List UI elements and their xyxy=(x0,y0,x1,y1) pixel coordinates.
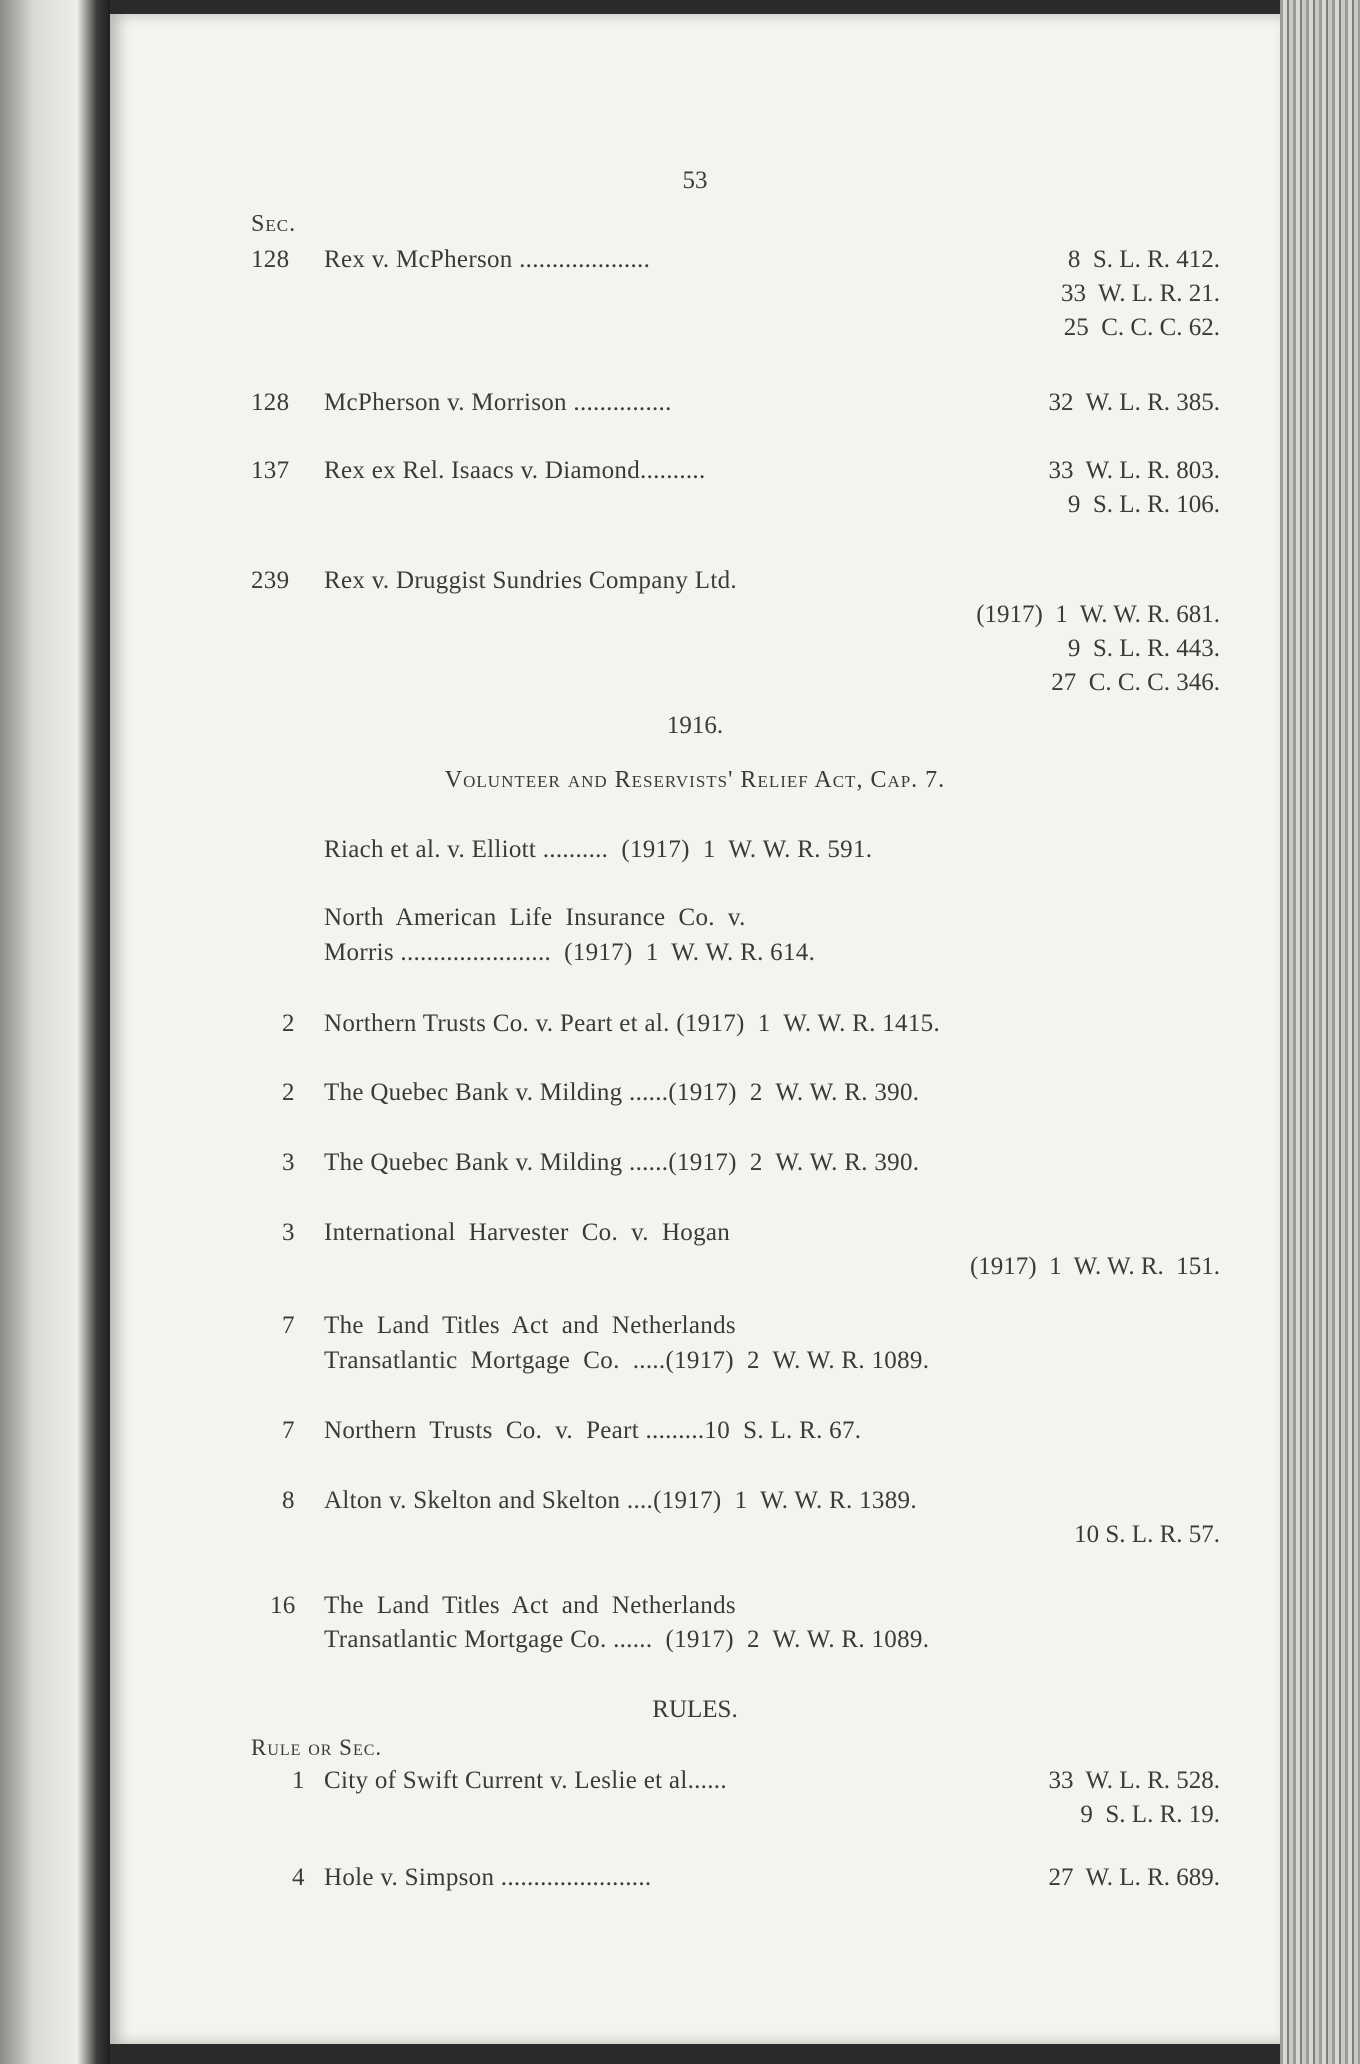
case-entry: (1917) 1 W. W. R. 151. xyxy=(969,1253,1220,1280)
sec-number: 137 xyxy=(251,457,290,484)
citation: 27 W. L. R. 689. xyxy=(1048,1864,1220,1891)
sec-number: 128 xyxy=(251,389,290,416)
case-entry: The Land Titles Act and Netherlands xyxy=(324,1592,736,1619)
citation: 9 S. L. R. 443. xyxy=(1067,635,1220,662)
page-edges xyxy=(1280,0,1360,2064)
sec-number: 8 xyxy=(282,1487,295,1514)
act-heading: Volunteer and Reservists' Relief Act, Cap. 7. xyxy=(444,767,946,793)
sec-number: 7 xyxy=(282,1417,295,1444)
page-number: 53 xyxy=(682,167,708,194)
sec-number: 7 xyxy=(282,1312,295,1339)
case-entry: Riach et al. v. Elliott .......... (1917) 1 W. W. R. 591. xyxy=(324,836,873,863)
citation: 27 C. C. C. 346. xyxy=(1051,669,1220,696)
rules-heading: RULES. xyxy=(652,1696,738,1723)
case-name: City of Swift Current v. Leslie et al...... xyxy=(324,1767,727,1794)
citation: 33 W. L. R. 803. xyxy=(1048,457,1220,484)
book-gutter xyxy=(0,0,110,2064)
citation: (1917) 1 W. W. R. 681. xyxy=(976,601,1220,628)
sec-number: 128 xyxy=(251,246,290,273)
citation: 8 S. L. R. 412. xyxy=(1067,246,1220,273)
citation: 33 W. L. R. 21. xyxy=(1060,280,1220,307)
case-entry: Transatlantic Mortgage Co. .....(1917) 2 W. W. R. 1089. xyxy=(324,1347,930,1374)
case-name: Rex v. Druggist Sundries Company Ltd. xyxy=(324,567,737,594)
case-name: McPherson v. Morrison ............... xyxy=(324,389,672,416)
case-entry: Transatlantic Mortgage Co. ...... (1917) 2 W. W. R. 1089. xyxy=(324,1626,930,1653)
sec-number: 1 xyxy=(292,1767,305,1794)
case-entry: International Harvester Co. v. Hogan xyxy=(324,1219,731,1246)
case-name: Rex v. McPherson .................... xyxy=(324,246,651,273)
sec-number: 2 xyxy=(282,1079,295,1106)
scanned-page xyxy=(110,14,1280,2044)
case-entry: Morris ....................... (1917) 1 W. W. R. 614. xyxy=(324,939,816,966)
sec-number: 3 xyxy=(282,1149,295,1176)
citation: 32 W. L. R. 385. xyxy=(1048,389,1220,416)
citation: 25 C. C. C. 62. xyxy=(1063,314,1220,341)
case-entry: 10 S. L. R. 57. xyxy=(1074,1521,1220,1548)
sec-number: 239 xyxy=(251,567,290,594)
sec-number: 3 xyxy=(282,1219,295,1246)
sec-number: 2 xyxy=(282,1010,295,1037)
case-entry: Northern Trusts Co. v. Peart .........10 S. L. R. 67. xyxy=(324,1417,862,1444)
case-name: Hole v. Simpson ....................... xyxy=(324,1864,652,1891)
sec-number: 16 xyxy=(270,1592,296,1619)
sec-column-header: Sec. xyxy=(251,211,297,237)
case-entry: The Land Titles Act and Netherlands xyxy=(324,1312,736,1339)
case-entry: The Quebec Bank v. Milding ......(1917) 2 W. W. R. 390. xyxy=(324,1079,920,1106)
case-name: Rex ex Rel. Isaacs v. Diamond.......... xyxy=(324,457,706,484)
case-entry: The Quebec Bank v. Milding ......(1917) 2 W. W. R. 390. xyxy=(324,1149,920,1176)
case-entry: North American Life Insurance Co. v. xyxy=(324,904,746,931)
case-entry: Alton v. Skelton and Skelton ....(1917) 1 W. W. R. 1389. xyxy=(324,1487,917,1514)
year-heading: 1916. xyxy=(666,712,724,739)
sec-number: 4 xyxy=(292,1864,305,1891)
rule-column-header: Rule or Sec. xyxy=(251,1735,383,1760)
citation: 33 W. L. R. 528. xyxy=(1048,1767,1220,1794)
citation: 9 S. L. R. 106. xyxy=(1067,491,1220,518)
case-entry: Northern Trusts Co. v. Peart et al. (1917) 1 W. W. R. 1415. xyxy=(324,1010,940,1037)
citation: 9 S. L. R. 19. xyxy=(1080,1801,1220,1828)
